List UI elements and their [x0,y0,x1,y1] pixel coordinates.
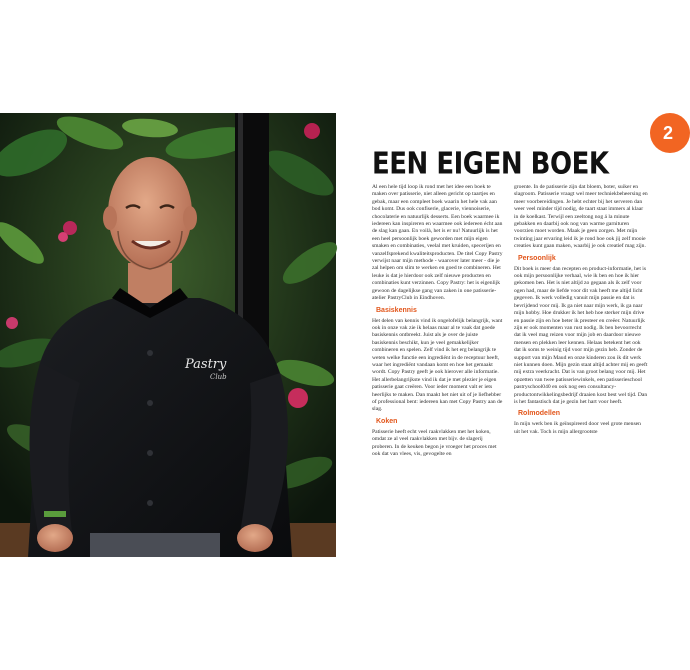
magazine-spread [0,113,674,557]
persoonlijk-paragraph: Dit boek is meer dan recepten en product-informatie, het is ook mijn persoonlijke verhaal, wie ik ben en hoe ik hier gekomen ben. Het is niet altijd zo gegaan als ik zelf voor ogen had, maar de liefde voor dit vak heeft me altijd licht gegeven. Ik werk volledig vanuit mijn passie en dat is bevrijdend voor mij. Ik ga niet naar mijn werk, ik ga naar mijn hobby. Hoe drukker ik het heb hoe sterker mijn drive en passie zijn en hoe beter ik presteer en creëer. Natuurlijk zijn er ook momenten van rust nodig. Ik ben bevoorrecht dat ik veel mag reizen voor mijn job en daardoor nieuwe mensen en plekken leer kennen. Helaas betekent het ook dat ik soms te weinig tijd voor mijn gezin heb. Zonder de support van mijn Maud en onze kinderen zou ik dit werk niet kunnen doen. Mijn gezin staat altijd achter mij en geeft mij extra veerkracht. Dat is van groot belang voor mij. Het opzetten van twee patisseriewinkels, een patisserieschool pastryschool040 en ook nog een consultancy-productontwikkelingsbedrijf draaien kost best wel tijd. Dan is het fantastisch dat je gezin het hart voor heeft. [514,265,648,405]
section-heading-persoonlijk: Persoonlijk [518,254,556,262]
basiskennis-paragraph: Het delen van kennis vind ik ongelofelijk belangrijk, want ook in onze vak zie ik helaas maar al te vaak dat goede basiskennis ontbreekt. Juist als je over de juiste basiskennis beschikt, kun je veel gemakkelijker combineren en spelen. Zelf vind ik het erg belangrijk te weten welke functie een ingrediënt in de receptuur heeft, waar het ingrediënt vandaan komt en hoe het gemaakt wordt. Copy Pastry geeft je ook hierover alle informatie. Het allerbelangrijkste vind ik dat je met plezier je eigen patisserie gaat creëren. Voor ieder moment valt er iets heerlijks te maken. Dan maakt het niet uit of je liefhebber of professional bent: iedereen kan met Copy Pastry aan de slag. [372,317,503,413]
text-column-left [372,184,504,461]
section-heading-basiskennis: Basiskennis [376,306,417,314]
text-column-right [514,184,648,439]
koken-paragraph: Patisserie heeft echt veel raakvlakken met het koken, omdat ze al veel raakvlakken met bijv. de slagerij proberen. In de keuken begon je vroeger het proces met ook dat van vlees, vis, gevogelte en [372,428,497,457]
section-heading-koken: Koken [376,417,398,425]
chef-photo [0,113,336,557]
article-headline: EEN EIGEN BOEK [372,147,609,182]
shirt-logo-text: Pastry [185,357,227,372]
chef-portrait-illustration [0,113,336,557]
intro-paragraph: Al een hele tijd loop ik rond met het idee een boek te maken over patisserie, niet alleen gericht op taartjes en gebak, maar een compleet boek waarin het hele vak aan bod komt. Dus ook confiserie, glacerie, viennoiserie, chocolaterie en natuurlijk desserts. Een boek waarmee ik iedereen kan inspireren en waarmee ook iedereen écht aan de slag kan gaan. En voilà, het is er nu! Natuurlijk is het een heel persoonlijk boek geworden met mijn eigen smaken en combinaties, veelal met kruiden, specerijen en vanzelfsprekend kwaliteitsproducten. De titel Copy Pastry verwijst naar mijn methode - waarover later meer - die je zal helpen om slim te werken en goed te combineren. Het leuke is dat je hierdoor ook zelf nieuwe producten en combinaties kunt verzinnen. Copy Pastry: het is eigenlijk gewoon de dagelijkse gang van zaken in one patisserie-atelier PastryClub in Eindhoven. [372,184,503,302]
page-number-badge: 2 [650,113,690,153]
article-page [336,113,674,557]
section-heading-rolmodellen: Rolmodellen [518,410,561,418]
continued-paragraph: groente. In de patisserie zijn dat bloem, boter, suiker en slagroom. Patisserie vraagt wel meer techniekbeheersing en meer voorbereidingen. Je hebt echter bij het serveren dan weer veel minder tijd nodig, de taart staat immers al klaar in de koelkast. Terwijl een zeeltong nog á la minute gebakken en daarbij ook nog van warme garnituren voorzien moet worden. Maak je geen zorgen. Met mijn twinting jaar ervaring leid ik je rond hoe ook jij zelf mooie creaties kunt gaan maken, waarbij je ook creatief mag zijn. [514,184,648,250]
shirt-logo-subtext: Club [210,373,227,381]
rolmodellen-paragraph: In mijn werk ben ik geïnspireerd door veel grote mensen uit het vak. Toch is mijn allergrootste [514,421,641,435]
